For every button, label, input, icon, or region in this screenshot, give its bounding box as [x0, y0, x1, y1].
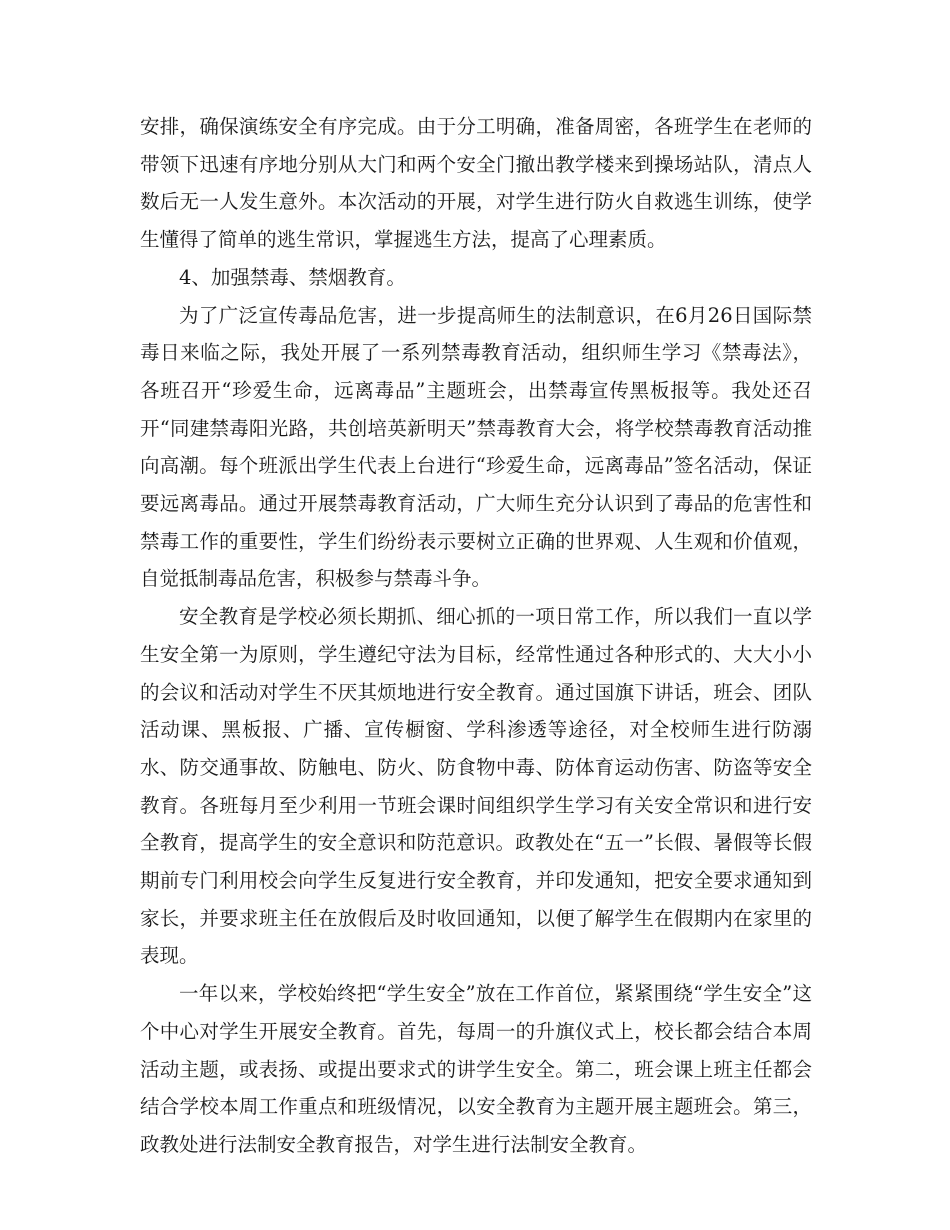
- document-body: [140, 108, 812, 1164]
- section-heading-anti-drug: 4、加强禁毒、禁烟教育。: [179, 265, 406, 289]
- paragraph-safety-education: 安全教育是学校必须长期抓、细心抓的一项日常工作，所以我们一直以学生安全第一为原则，学生遵纪守法为目标，经常性通过各种形式的、大大小小的会议和活动对学生不厌其烦地进行安全教育。通过国旗下讲话，班会、团队活动课、黑板报、广播、宣传橱窗、学科渗透等途径，对全校师生进行防溺水、防交通事故、防触电、防火、防食物中毒、防体育运动伤害、防盗等安全教育。各班每月至少利用一节班会课时间组织学生学习有关安全常识和进行安全教育，提高学生的安全意识和防范意识。政教处在“五一”长假、暑假等长假期前专门利用校会向学生反复进行安全教育，并印发通知，把安全要求通知到家长，并要求班主任在放假后及时收回通知，以便了解学生在假期内在家里的表现。: [140, 605, 812, 968]
- paragraph-fire-drill-continuation: 安排，确保演练安全有序完成。由于分工明确，准备周密，各班学生在老师的带领下迅速有序地分别从大门和两个安全门撤出教学楼来到操场站队，清点人数后无一人发生意外。本次活动的开展，对学生进行防火自救逃生训练，使学生懂得了简单的逃生常识，掌握逃生方法，提高了心理素质。: [140, 115, 812, 252]
- paragraph-student-safety-priority: 一年以来，学校始终把“学生安全”放在工作首位，紧紧围绕“学生安全”这个中心对学生开展安全教育。首先，每周一的升旗仪式上，校长都会结合本周活动主题，或表扬、或提出要求式的讲学生安全。第二，班会课上班主任都会结合学校本周工作重点和班级情况，以安全教育为主题开展主题班会。第三，政教处进行法制安全教育报告，对学生进行法制安全教育。: [140, 982, 812, 1156]
- paragraph-anti-drug-education: 为了广泛宣传毒品危害，进一步提高师生的法制意识，在6月26日国际禁毒日来临之际，我处开展了一系列禁毒教育活动，组织师生学习《禁毒法》，各班召开“珍爱生命，远离毒品”主题班会，出禁毒宣传黑板报等。我处还召开“同建禁毒阳光路，共创培英新明天”禁毒教育大会，将学校禁毒教育活动推向高潮。每个班派出学生代表上台进行“珍爱生命，远离毒品”签名活动，保证要远离毒品。通过开展禁毒教育活动，广大师生充分认识到了毒品的危害性和禁毒工作的重要性，学生们纷纷表示要树立正确的世界观、人生观和价值观，自觉抵制毒品危害，积极参与禁毒斗争。: [140, 303, 812, 591]
